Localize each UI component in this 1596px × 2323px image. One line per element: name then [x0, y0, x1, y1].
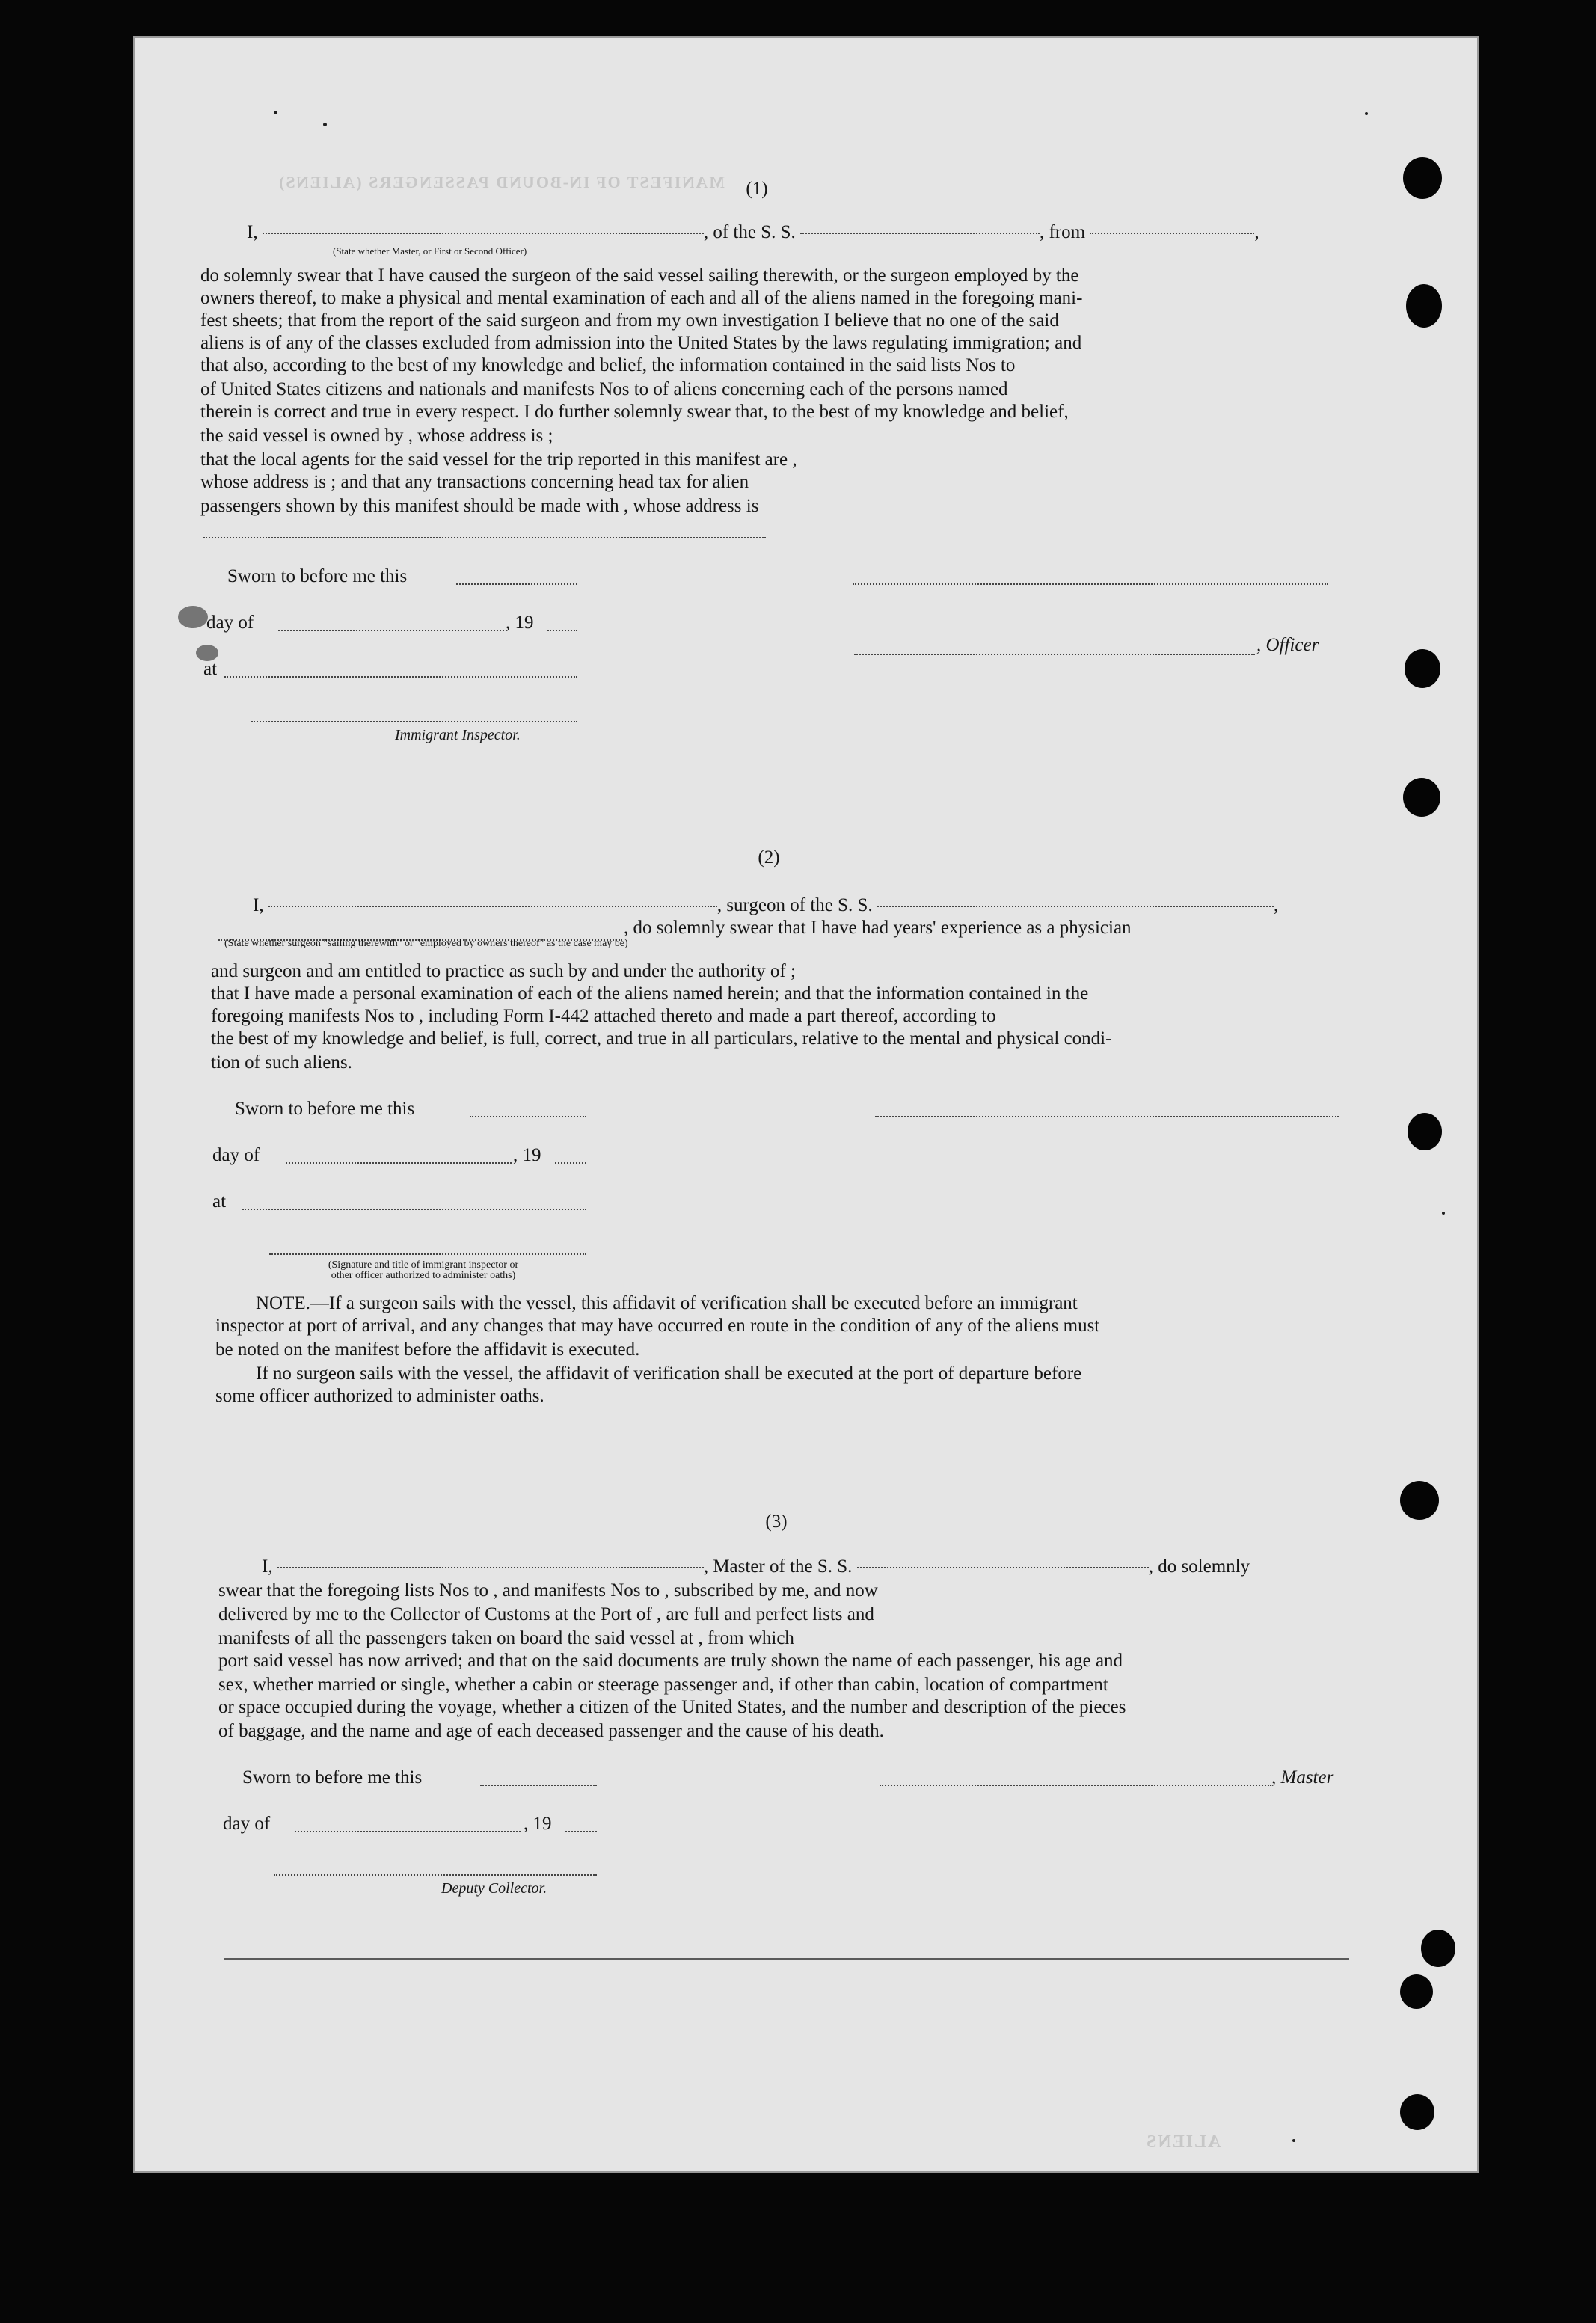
section-3-line-5: port said vessel has now arrived; and that on the said documents are truly shown the name of each passenger, his age and: [218, 1651, 1123, 1671]
binder-hole: [1406, 284, 1442, 328]
section-1-line-5: aliens is of any of the classes excluded from admission into the United States by the laws regulating immigration; and: [200, 333, 1082, 353]
note-line-3: be noted on the manifest before the affidavit is executed.: [215, 1340, 640, 1360]
section-1-line-12: passengers shown by this manifest should be made with , whose address is: [200, 496, 759, 516]
binder-hole: [1400, 1974, 1433, 2009]
officer-signature-line-1: [853, 583, 1328, 585]
binder-hole: [1400, 2094, 1434, 2130]
surgeon-note: (State whether surgeon "sailing therewith" or "employed by owners thereof" as the case may be): [224, 938, 628, 949]
bottom-rule: [224, 1958, 1349, 1960]
binder-hole: [1408, 1113, 1442, 1150]
bleed-through-stamp: ALIENS: [1145, 2132, 1221, 2152]
section-3-number: (3): [765, 1512, 788, 1532]
year-label-1: , 19: [506, 613, 534, 633]
surgeon-signature-line: [875, 1116, 1339, 1117]
collector-signature-line: [274, 1874, 597, 1876]
section-1-line-9: the said vessel is owned by , whose address is ;: [200, 426, 553, 446]
note-line-4: If no surgeon sails with the vessel, the affidavit of verification shall be executed at the port of departure before: [256, 1363, 1082, 1384]
at-label-2: at: [212, 1191, 227, 1212]
section-3-line-2: swear that the foregoing lists Nos to , and manifests Nos to , subscribed by me, and now: [218, 1580, 878, 1601]
note-line-1: NOTE.—If a surgeon sails with the vessel, this affidavit of verification shall be executed before an immigrant: [256, 1293, 1078, 1313]
binder-hole: [1421, 1930, 1455, 1967]
section-1-line-8: therein is correct and true in every respect. I do further solemnly swear that, to the best of my knowledge and belief,: [200, 402, 1069, 422]
signature-note-1: (Signature and title of immigrant inspector or: [328, 1259, 519, 1271]
day-of-label-3: day of: [223, 1814, 271, 1834]
binder-hole: [1400, 1481, 1439, 1520]
section-2-line-2: , do solemnly swear that I have had years' experience as a physician: [624, 918, 1132, 938]
section-2-line-5: foregoing manifests Nos to , including Form I-442 attached thereto and made a part thereof, according to: [211, 1006, 996, 1026]
sworn-label-1: Sworn to before me this: [227, 566, 408, 586]
officer-label: , Officer: [1256, 635, 1319, 655]
bleed-through-title: MANIFEST OF IN-BOUND PASSENGERS (ALIENS): [277, 173, 725, 191]
section-2-number: (2): [758, 847, 780, 868]
verifier-signature-line: [269, 1253, 586, 1255]
master-label: , Master: [1271, 1767, 1334, 1787]
signature-note-2: other officer authorized to administer oaths): [331, 1270, 516, 1281]
address-fill-line: [203, 537, 766, 538]
section-3-line-7: or space occupied during the voyage, whether a citizen of the United States, and the number and description of the pieces: [218, 1697, 1126, 1717]
section-1-line-11: whose address is ; and that any transactions concerning head tax for alien: [200, 472, 749, 492]
section-3-line-6: sex, whether married or single, whether a cabin or steerage passenger and, if other than cabin, location of compartment: [218, 1675, 1108, 1695]
binder-hole: [1403, 778, 1440, 817]
section-3-line-3: delivered by me to the Collector of Customs at the Port of , are full and perfect lists and: [218, 1604, 874, 1624]
section-2-line-6: the best of my knowledge and belief, is full, correct, and true in all particulars, relative to the mental and physical condi-: [211, 1028, 1112, 1049]
deputy-collector-label: Deputy Collector.: [441, 1880, 547, 1897]
day-of-label-2: day of: [212, 1145, 260, 1165]
section-1-number: (1): [746, 179, 768, 199]
sworn-label-2: Sworn to before me this: [235, 1099, 415, 1119]
sworn-label-3: Sworn to before me this: [242, 1767, 423, 1787]
year-label-3: , 19: [524, 1814, 552, 1834]
binder-hole: [1403, 157, 1442, 199]
section-3-line-4: manifests of all the passengers taken on board the said vessel at , from which: [218, 1628, 794, 1648]
officer-note: (State whether Master, or First or Second Officer): [333, 245, 527, 257]
section-1-line-7: of United States citizens and nationals and manifests Nos to of aliens concerning each of the persons named: [200, 379, 1008, 399]
section-1-line-3: owners thereof, to make a physical and mental examination of each and all of the aliens named in the foregoing mani-: [200, 288, 1083, 308]
day-of-label-1: day of: [206, 613, 254, 633]
section-3-line-8: of baggage, and the name and age of each deceased passenger and the cause of his death.: [218, 1721, 884, 1741]
section-1-line-1: I, , of the S. S. , from ,: [247, 222, 1259, 242]
note-line-5: some officer authorized to administer oaths.: [215, 1386, 544, 1406]
section-2-line-4: that I have made a personal examination of each of the aliens named herein; and that the information contained in the: [211, 983, 1089, 1004]
section-1-line-2: do solemnly swear that I have caused the surgeon of the said vessel sailing therewith, or the surgeon employed by the: [200, 266, 1079, 286]
master-signature-line: [880, 1785, 1271, 1786]
immigrant-inspector-label: Immigrant Inspector.: [395, 727, 521, 743]
officer-signature-line-2: [854, 654, 1255, 655]
year-label-2: , 19: [513, 1145, 541, 1165]
section-1-line-10: that the local agents for the said vessel for the trip reported in this manifest are ,: [200, 449, 797, 470]
section-3-line-1: I, , Master of the S. S. , do solemnly: [262, 1556, 1250, 1577]
section-1-line-4: fest sheets; that from the report of the said surgeon and from my own investigation I believe that no one of the said: [200, 310, 1059, 331]
section-2-line-7: tion of such aliens.: [211, 1052, 352, 1072]
binder-hole: [1405, 649, 1440, 688]
at-label-1: at: [203, 659, 218, 679]
section-2-line-1: I, , surgeon of the S. S. ,: [253, 895, 1279, 915]
section-1-line-6: that also, according to the best of my knowledge and belief, the information contained in the said lists Nos to: [200, 355, 1016, 375]
note-line-2: inspector at port of arrival, and any changes that may have occurred en route in the condition of any of the aliens must: [215, 1316, 1100, 1336]
section-2-line-3: and surgeon and am entitled to practice as such by and under the authority of ;: [211, 961, 796, 981]
inspector-signature-line: [251, 721, 577, 722]
